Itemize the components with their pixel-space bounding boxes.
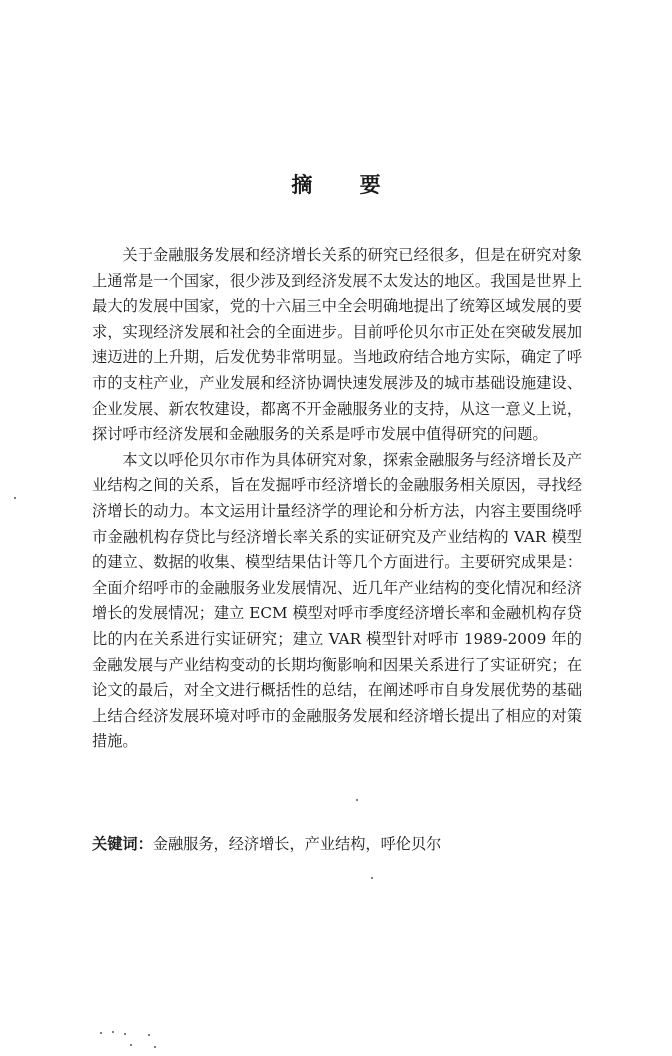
abstract-paragraph-2: 本文以呼伦贝尔市作为具体研究对象，探索金融服务与经济增长及产业结构之间的关系，旨在发掘呼市经济增长的金融服务相关原因，寻找经济增长的动力。本文运用计量经济学的理论和分析方法，内容主要围绕呼市金融机构存贷比与经济增长率关系的实证研究及产业结构的 VAR 模型的建立、数据的收集、模型结果估计等几个方面进行。主要研究成果是：全面介绍呼市的金融服务业发展情况、近几年产业结构的变化情况和经济增长的发展情况；建立 ECM 模型对呼市季度经济增长率和金融机构存贷比的内在关系进行实证研究；建立 VAR 模型针对呼市 1989-2009 年的金融发展与产业结构变动的长期均衡影响和因果关系进行了实证研究；在论文的最后，对全文进行概括性的总结，在阐述呼市自身发展优势的基础上结合经济发展环境对呼市的金融服务发展和经济增长提出了相应的对策措施。 — [92, 450, 582, 751]
abstract-body — [92, 243, 582, 755]
scan-speck — [124, 1033, 126, 1035]
abstract-paragraph-1: 关于金融服务发展和经济增长关系的研究已经很多，但是在研究对象上通常是一个国家，很少涉及到经济发展不太发达的地区。我国是世界上最大的发展中国家，党的十六届三中全会明确地提出了统筹区域发展的要求，实现经济发展和社会的全面进步。目前呼伦贝尔市正处在突破发展加速迈进的上升期，后发优势非常明显。当地政府结合地方实际，确定了呼市的支柱产业，产业发展和经济协调快速发展涉及的城市基础设施建设、企业发展、新农牧建设，都离不开金融服务业的支持，从这一意义上说，探讨呼市经济发展和金融服务的关系是呼市发展中值得研究的问题。 — [92, 246, 582, 444]
scan-speck — [130, 1044, 132, 1046]
keywords-line — [92, 833, 441, 855]
scan-speck — [148, 1034, 150, 1036]
keywords-label: 关键词： — [92, 835, 153, 853]
scan-speck — [356, 799, 358, 801]
scan-speck — [154, 1046, 156, 1048]
scan-speck — [100, 1032, 102, 1034]
scan-speck — [112, 1031, 114, 1033]
keywords-list: 金融服务，经济增长，产业结构，呼伦贝尔 — [152, 835, 442, 853]
scan-speck — [371, 877, 373, 879]
scan-speck — [14, 497, 16, 499]
abstract-title: 摘 要 — [291, 173, 401, 197]
